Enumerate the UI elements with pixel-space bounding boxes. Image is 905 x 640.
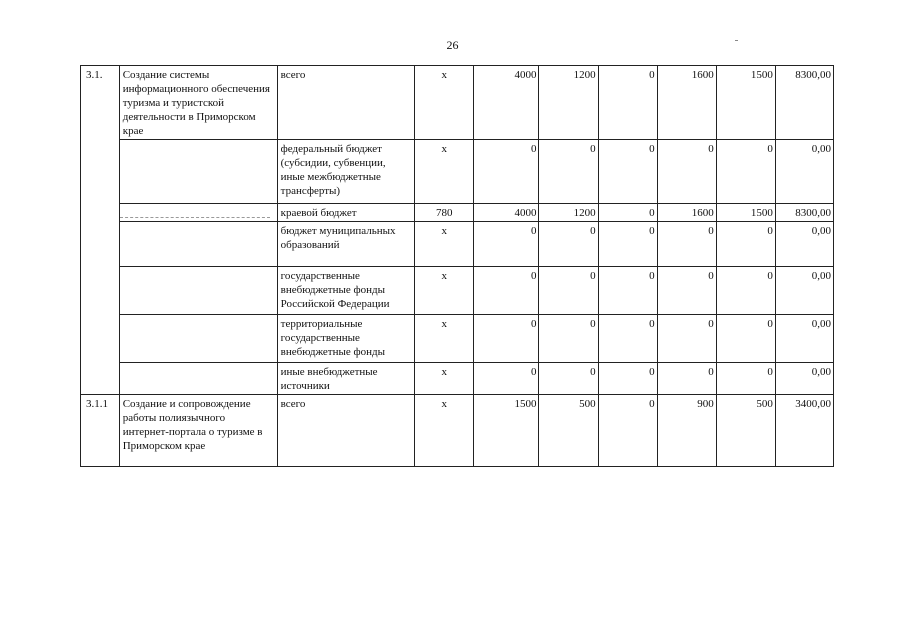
cell-col5: 900: [657, 395, 716, 467]
cell-col1: x: [415, 140, 474, 204]
cell-col1: 780: [415, 204, 474, 222]
cell-col2: 0: [474, 267, 539, 315]
cell-total: 0,00: [775, 363, 833, 395]
cell-col2: 4000: [474, 204, 539, 222]
row-code: 3.1.: [81, 66, 120, 395]
cell-col2: 0: [474, 363, 539, 395]
cell-col3: 0: [539, 363, 598, 395]
table-row: [81, 363, 834, 395]
row-name: [119, 315, 277, 363]
cell-col6: 0: [716, 222, 775, 267]
cell-col3: 1200: [539, 66, 598, 140]
row-source: краевой бюджет: [277, 204, 415, 222]
scan-speck: [735, 40, 738, 41]
row-name: [119, 222, 277, 267]
row-source: территориальные государственные внебюджетные фонды: [277, 315, 415, 363]
cell-col5: 0: [657, 267, 716, 315]
cell-col3: 500: [539, 395, 598, 467]
table-row: [81, 204, 834, 222]
cell-col6: 0: [716, 363, 775, 395]
cell-col3: 1200: [539, 204, 598, 222]
cell-col6: 0: [716, 140, 775, 204]
cell-col3: 0: [539, 315, 598, 363]
table-row: [81, 140, 834, 204]
cell-col1: x: [415, 363, 474, 395]
cell-col2: 0: [474, 315, 539, 363]
cell-col6: 0: [716, 315, 775, 363]
cell-col5: 0: [657, 363, 716, 395]
budget-table: [80, 65, 834, 467]
row-name: Создание и сопровождение работы полиязычного интернет-портала о туризме в Приморском крае: [119, 395, 277, 467]
cell-total: 3400,00: [775, 395, 833, 467]
table-row: [81, 267, 834, 315]
cell-total: 8300,00: [775, 66, 833, 140]
row-code: 3.1.1: [81, 395, 120, 467]
cell-col1: x: [415, 315, 474, 363]
cell-col6: 0: [716, 267, 775, 315]
cell-total: 8300,00: [775, 204, 833, 222]
table-row: [81, 395, 834, 467]
row-source: всего: [277, 66, 415, 140]
cell-total: 0,00: [775, 267, 833, 315]
table-row: [81, 222, 834, 267]
cell-total: 0,00: [775, 315, 833, 363]
cell-col5: 1600: [657, 66, 716, 140]
cell-col1: x: [415, 222, 474, 267]
cell-col3: 0: [539, 222, 598, 267]
cell-col4: 0: [598, 267, 657, 315]
cell-col3: 0: [539, 267, 598, 315]
cell-col3: 0: [539, 140, 598, 204]
cell-col6: 1500: [716, 66, 775, 140]
cell-col5: 0: [657, 315, 716, 363]
row-name: [119, 363, 277, 395]
row-name: Создание системы информационного обеспечения туризма и туристской деятельности в Приморском крае: [119, 66, 277, 140]
cell-total: 0,00: [775, 140, 833, 204]
cell-col5: 0: [657, 222, 716, 267]
row-name: [119, 204, 277, 222]
cell-col4: 0: [598, 140, 657, 204]
cell-col5: 1600: [657, 204, 716, 222]
row-source: всего: [277, 395, 415, 467]
row-source: федеральный бюджет (субсидии, субвенции, иные межбюджетные трансферты): [277, 140, 415, 204]
cell-col4: 0: [598, 204, 657, 222]
cell-col5: 0: [657, 140, 716, 204]
cell-col6: 1500: [716, 204, 775, 222]
table-row: [81, 66, 834, 140]
cell-col4: 0: [598, 395, 657, 467]
cell-col2: 0: [474, 222, 539, 267]
cell-col1: x: [415, 66, 474, 140]
row-source: бюджет муниципальных образований: [277, 222, 415, 267]
scan-dash-line: [120, 217, 270, 218]
cell-col6: 500: [716, 395, 775, 467]
cell-col4: 0: [598, 222, 657, 267]
table-row: [81, 315, 834, 363]
row-name: [119, 267, 277, 315]
row-source: государственные внебюджетные фонды Российской Федерации: [277, 267, 415, 315]
row-source: иные внебюджетные источники: [277, 363, 415, 395]
cell-col4: 0: [598, 66, 657, 140]
cell-col1: x: [415, 395, 474, 467]
cell-col2: 0: [474, 140, 539, 204]
cell-col2: 4000: [474, 66, 539, 140]
cell-col4: 0: [598, 315, 657, 363]
cell-total: 0,00: [775, 222, 833, 267]
page-number: 26: [446, 38, 459, 52]
cell-col4: 0: [598, 363, 657, 395]
row-name: [119, 140, 277, 204]
cell-col2: 1500: [474, 395, 539, 467]
cell-col1: x: [415, 267, 474, 315]
